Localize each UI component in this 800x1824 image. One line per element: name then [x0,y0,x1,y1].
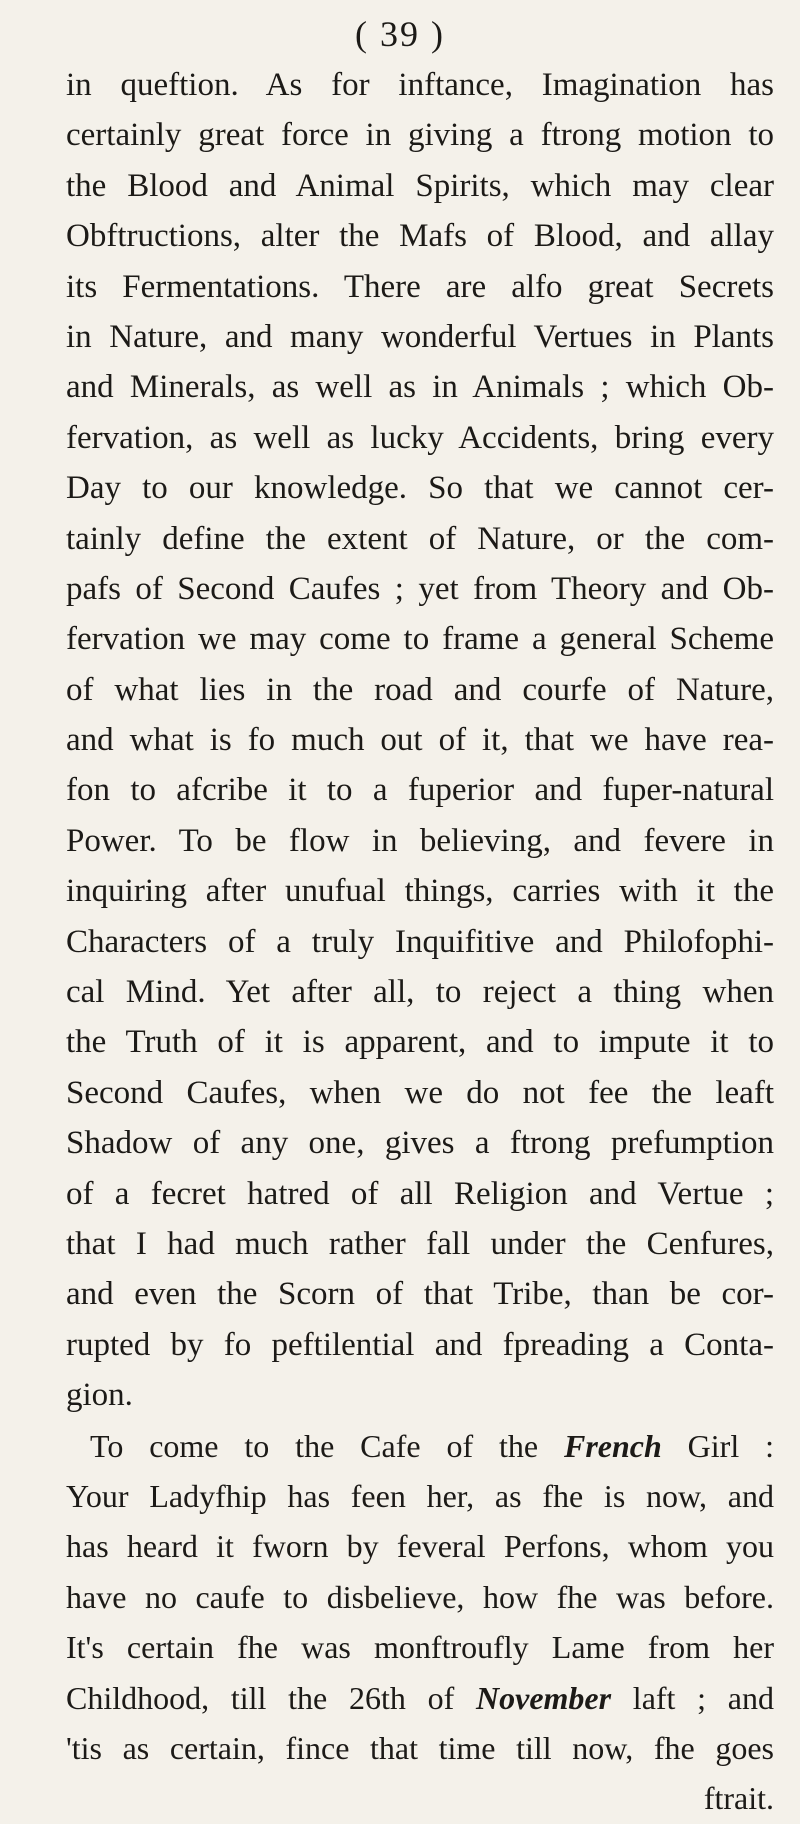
text-line-with-date [66,1673,774,1723]
text-line: Obftructions, alter the Mafs of Blood, and allay [66,218,774,255]
text-line: in queftion. As for inftance, Imagination has [66,67,774,103]
text-segment: Childhood, till the 26th of [66,1679,476,1716]
text-segment: To come to the Cafe of the [90,1427,564,1464]
text-line: Characters of a truly Inquifitive and Philofophi- [66,923,774,960]
text-line: Day to our knowledge. So that we cannot cer- [66,470,774,507]
italic-word-french: French [563,1427,662,1464]
text-line: certainly great force in giving a ftrong motion to [66,117,774,154]
text-segment: Girl : [661,1427,774,1464]
catchword: ftrait. [703,1780,774,1817]
text-line: Your Ladyfhip has feen her, as fhe is now, and [66,1477,774,1514]
text-line: Second Caufes, when we do not fee the leaft [66,1074,774,1111]
text-line: 'tis as certain, fince that time till now, fhe goes [66,1729,774,1766]
text-line: the Truth of it is apparent, and to impute it to [66,1024,774,1061]
text-segment: laft ; and [611,1679,774,1716]
text-line: and Minerals, as well as in Animals ; which Ob- [66,369,774,406]
text-line: Power. To be flow in believing, and fevere in [66,822,774,859]
text-line: of a fecret hatred of all Religion and Vertue ; [66,1175,774,1212]
text-line: gion. [66,1377,133,1414]
page-number: ( 39 ) [355,14,445,54]
text-line: of what lies in the road and courfe of Nature, [66,671,774,708]
body-text [66,60,774,1824]
paragraph-2-first-line [66,1421,774,1471]
text-line: its Fermentations. There are alfo great Secrets [66,268,774,305]
text-line: has heard it fworn by feveral Perfons, whom you [66,1528,774,1565]
text-line: Shadow of any one, gives a ftrong prefumption [66,1125,774,1162]
text-line: fervation we may come to frame a general Scheme [66,621,774,658]
text-line: that I had much rather fall under the Cenfures, [66,1225,774,1262]
italic-word-november: November [476,1679,612,1716]
text-line: have no caufe to disbelieve, how fhe was before. [66,1578,774,1615]
text-line: fon to afcribe it to a fuperior and fuper-natural [66,772,774,809]
text-line: inquiring after unufual things, carries with it the [66,873,774,910]
text-line: fervation, as well as lucky Accidents, bring every [66,419,774,456]
text-line: and even the Scorn of that Tribe, than be cor- [66,1276,774,1313]
text-line: and what is fo much out of it, that we have rea- [66,722,774,759]
text-line: pafs of Second Caufes ; yet from Theory and Ob- [66,570,774,607]
text-line: rupted by fo peftilential and fpreading a Conta- [66,1326,774,1363]
text-line: the Blood and Animal Spirits, which may clear [66,167,774,204]
text-line: It's certain fhe was monftroufly Lame from her [66,1629,774,1666]
text-line: in Nature, and many wonderful Vertues in Plants [66,318,774,355]
text-line: tainly define the extent of Nature, or the com- [66,520,774,557]
text-line: cal Mind. Yet after all, to reject a thing when [66,974,774,1011]
